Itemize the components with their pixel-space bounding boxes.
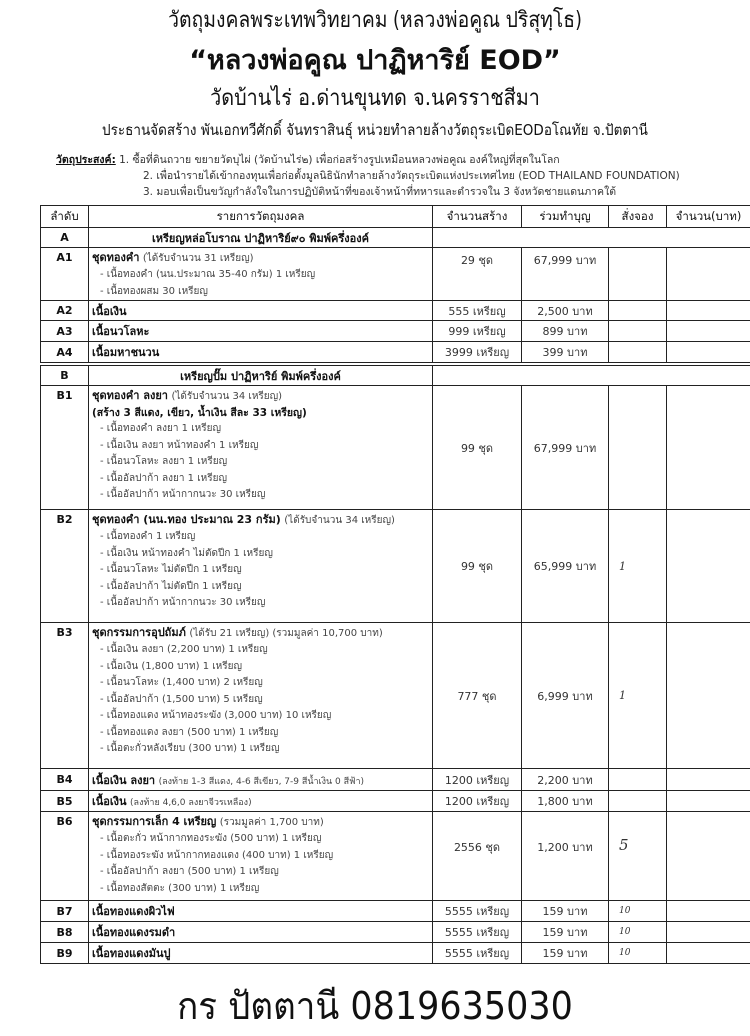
item-sub: - เนื้อทองแดง หน้าทองระฆัง (3,000 บาท) 10 เหรียญ [92, 708, 429, 725]
row-amount-cell[interactable] [667, 812, 750, 901]
col-header-reserve: สั่งจอง [609, 206, 667, 228]
item-title: ชุดทองคำ ลงยา [92, 389, 168, 402]
item-title: เนื้อนวโลหะ [92, 325, 149, 338]
objective-1 [56, 151, 560, 168]
item-sub: - เนื้ออัลปาก้า หน้ากากนวะ 30 เหรียญ [92, 487, 429, 504]
row-reserve-cell[interactable] [609, 922, 667, 943]
col-header-quantity: จำนวนสร้าง [433, 206, 522, 228]
objective-3: 3. มอบเพื่อเป็นขวัญกำลังใจในการปฏิบัติหน้าที่ของเจ้าหน้าที่ทหารและตำรวจใน 3 จังหวัดชายแดนภาคใต้ [143, 183, 616, 200]
row-reserve-cell[interactable] [609, 301, 667, 321]
table-header-row [41, 206, 750, 228]
row-reserve-cell[interactable] [609, 812, 667, 901]
row-code: B8 [41, 922, 89, 943]
row-quantity: 999 เหรียญ [433, 321, 522, 342]
item-sub: - เนื้อทองผสม 30 เหรียญ [92, 284, 429, 301]
handwritten-order-mark: 10 [619, 948, 630, 958]
row-description [89, 623, 433, 769]
row-code: B7 [41, 901, 89, 922]
row-code: B1 [41, 386, 89, 510]
row-reserve-cell[interactable] [609, 791, 667, 812]
item-sub: - เนื้อทองคำ (นน.ประมาณ 35-40 กรัม) 1 เหรียญ [92, 267, 429, 284]
chairman-line: ประธานจัดสร้าง พันเอกทวีศักดิ์ จันทราสินธุ์ หน่วยทำลายล้างวัตถุระเบิดEODอโณทัย จ.ปัตตานี [38, 118, 713, 142]
row-description [89, 510, 433, 623]
table-row-b9 [41, 943, 750, 964]
row-amount-cell[interactable] [667, 301, 750, 321]
item-sub: - เนื้อทองคำ ลงยา 1 เหรียญ [92, 421, 429, 438]
item-sub: - เนื้อทองระฆัง หน้ากากทองแดง (400 บาท) 1 เหรียญ [92, 848, 429, 865]
row-quantity: 5555 เหรียญ [433, 943, 522, 964]
table-row-b7 [41, 901, 750, 922]
row-price: 6,999 บาท [522, 623, 609, 769]
row-amount-cell[interactable] [667, 248, 750, 301]
row-quantity: 1200 เหรียญ [433, 769, 522, 791]
item-sub: - เนื้ออัลปาก้า (1,500 บาท) 5 เหรียญ [92, 692, 429, 709]
item-sub: - เนื้อตะกั่ว หน้ากากทองระฆัง (500 บาท) 1 เหรียญ [92, 831, 429, 848]
item-title: ชุดทองคำ [92, 251, 139, 264]
item-title: ชุดกรรมการอุปถัมภ์ [92, 626, 186, 639]
row-code: B4 [41, 769, 89, 791]
item-sub: - เนื้อเงิน (1,800 บาท) 1 เหรียญ [92, 659, 429, 676]
item-note: (ได้รับจำนวน 31 เหรียญ) [143, 253, 254, 264]
section-row-b [41, 366, 750, 386]
row-description [89, 812, 433, 901]
item-title: เนื้อเงิน [92, 305, 127, 318]
row-quantity: 1200 เหรียญ [433, 791, 522, 812]
row-quantity: 5555 เหรียญ [433, 922, 522, 943]
amulet-price-table [40, 205, 750, 964]
row-quantity: 3999 เหรียญ [433, 342, 522, 363]
item-sub: - เนื้อเงิน หน้าทองคำ ไม่ตัดปีก 1 เหรียญ [92, 546, 429, 563]
item-sub: - เนื้อนวโลหะ ไม่ตัดปีก 1 เหรียญ [92, 562, 429, 579]
row-reserve-cell[interactable] [609, 943, 667, 964]
row-code: B9 [41, 943, 89, 964]
row-reserve-cell[interactable] [609, 623, 667, 769]
table-row-b3 [41, 623, 750, 769]
row-code: B6 [41, 812, 89, 901]
row-description [89, 301, 433, 321]
table-row-b4 [41, 769, 750, 791]
page-title: “หลวงพ่อคูณ ปาฏิหาริย์ EOD” [0, 38, 750, 81]
row-description [89, 386, 433, 510]
table-row-a4 [41, 342, 750, 363]
item-sub: - เนื้ออัลปาก้า ลงยา 1 เหรียญ [92, 471, 429, 488]
item-sub: - เนื้อทองคำ 1 เหรียญ [92, 529, 429, 546]
item-sub: - เนื้อทองแดง ลงยา (500 บาท) 1 เหรียญ [92, 725, 429, 742]
item-title: เนื้อเงิน ลงยา [92, 774, 155, 787]
row-amount-cell[interactable] [667, 386, 750, 510]
col-header-amount: จำนวน(บาท) [667, 206, 750, 228]
section-code: A [41, 228, 89, 248]
section-blank [433, 366, 750, 386]
row-price: 67,999 บาท [522, 248, 609, 301]
row-price: 159 บาท [522, 901, 609, 922]
row-price: 2,500 บาท [522, 301, 609, 321]
item-note: (ลงท้าย 1-3 สีแดง, 4-6 สีเขียว, 7-9 สีน้ำเงิน 0 สีฟ้า) [159, 777, 364, 787]
subtitle-amulet-series: วัตถุมงคลพระเทพวิทยาคม (หลวงพ่อคูณ ปริสุทฺโธ) [45, 2, 705, 37]
item-sub: - เนื้อทองสัตตะ (300 บาท) 1 เหรียญ [92, 881, 429, 898]
row-description [89, 342, 433, 363]
handwritten-order-mark: 1 [619, 560, 626, 573]
item-sub: - เนื้อนวโลหะ ลงยา 1 เหรียญ [92, 454, 429, 471]
row-price: 1,200 บาท [522, 812, 609, 901]
row-description [89, 922, 433, 943]
row-code: A2 [41, 301, 89, 321]
row-code: B5 [41, 791, 89, 812]
row-quantity: 99 ชุด [433, 386, 522, 510]
row-description [89, 321, 433, 342]
item-note: (ได้รับจำนวน 34 เหรียญ) [171, 391, 282, 402]
col-header-order: ลำดับ [41, 206, 89, 228]
row-quantity: 2556 ชุด [433, 812, 522, 901]
item-sub: - เนื้ออัลปาก้า ไม่ตัดปีก 1 เหรียญ [92, 579, 429, 596]
row-quantity: 777 ชุด [433, 623, 522, 769]
row-price: 899 บาท [522, 321, 609, 342]
table-row-a2 [41, 301, 750, 321]
row-amount-cell[interactable] [667, 321, 750, 342]
row-description [89, 901, 433, 922]
row-amount-cell[interactable] [667, 769, 750, 791]
handwritten-order-mark: 10 [619, 906, 630, 916]
row-amount-cell[interactable] [667, 623, 750, 769]
item-sub: - เนื้ออัลปาก้า หน้ากากนวะ 30 เหรียญ [92, 595, 429, 612]
row-description [89, 791, 433, 812]
row-amount-cell[interactable] [667, 943, 750, 964]
row-code: A3 [41, 321, 89, 342]
row-price: 2,200 บาท [522, 769, 609, 791]
section-code: B [41, 366, 89, 386]
row-code: A4 [41, 342, 89, 363]
row-price: 65,999 บาท [522, 510, 609, 623]
handwritten-order-mark: 1 [619, 689, 626, 702]
col-header-item: รายการวัตถุมงคล [89, 206, 433, 228]
row-quantity: 99 ชุด [433, 510, 522, 623]
row-reserve-cell[interactable] [609, 510, 667, 623]
item-note: (รวมมูลค่า 1,700 บาท) [220, 817, 324, 828]
table-row-b5 [41, 791, 750, 812]
item-title: เนื้อทองแดงมันปู [92, 947, 170, 960]
row-price: 399 บาท [522, 342, 609, 363]
row-description [89, 248, 433, 301]
item-note: (ได้รับจำนวน 34 เหรียญ) [284, 515, 395, 526]
objectives-label: วัตถุประสงค์: [56, 154, 116, 166]
table-row-a1 [41, 248, 750, 301]
item-title: ชุดทองคำ (นน.ทอง ประมาณ 23 กรัม) [92, 513, 281, 526]
row-amount-cell[interactable] [667, 922, 750, 943]
section-title: เหรียญหล่อโบราณ ปาฏิหาริย์๙๐ พิมพ์ครึ่งองค์ [89, 228, 433, 248]
handwritten-order-mark: 10 [619, 927, 630, 937]
row-reserve-cell[interactable] [609, 342, 667, 363]
row-price: 159 บาท [522, 922, 609, 943]
section-blank [433, 228, 750, 248]
row-description [89, 943, 433, 964]
item-title: เนื้อเงิน [92, 795, 127, 808]
row-amount-cell[interactable] [667, 901, 750, 922]
row-price: 159 บาท [522, 943, 609, 964]
row-description [89, 769, 433, 791]
row-price: 1,800 บาท [522, 791, 609, 812]
contact-phone: กร ปัตตานี 0819635030 [30, 975, 720, 1036]
objective-2: 2. เพื่อนำรายได้เข้ากองทุนเพื่อก่อตั้งมูลนิธินักทำลายล้างวัตถุระเบิดแห่งประเทศไทย (EOD THAILAND FOUNDATION) [143, 167, 680, 184]
row-quantity: 555 เหรียญ [433, 301, 522, 321]
row-price: 67,999 บาท [522, 386, 609, 510]
item-title: เนื้อทองแดงรมดำ [92, 926, 175, 939]
row-code: A1 [41, 248, 89, 301]
row-reserve-cell[interactable] [609, 248, 667, 301]
objective-text: 1. ซื้อที่ดินถวาย ขยายวัดบุไผ่ (วัดบ้านไร่๒) เพื่อก่อสร้างรูปเหมือนหลวงพ่อคูณ องค์ใหญ่ที่สุดในโลก [119, 154, 560, 166]
row-quantity: 5555 เหรียญ [433, 901, 522, 922]
table-row-b6 [41, 812, 750, 901]
table-row-b1 [41, 386, 750, 510]
item-title-line2: (สร้าง 3 สีแดง, เขียว, น้ำเงิน สีละ 33 เหรียญ) [92, 405, 429, 421]
section-row-a [41, 228, 750, 248]
row-amount-cell[interactable] [667, 791, 750, 812]
row-code: B2 [41, 510, 89, 623]
item-note: (ได้รับ 21 เหรียญ) (รวมมูลค่า 10,700 บาท) [189, 628, 382, 639]
item-sub: - เนื้อตะกั่วหลังเรียบ (300 บาท) 1 เหรียญ [92, 741, 429, 758]
row-code: B3 [41, 623, 89, 769]
temple-location: วัดบ้านไร่ อ.ด่านขุนทด จ.นครราชสีมา [38, 80, 713, 115]
item-sub: - เนื้ออัลปาก้า ลงยา (500 บาท) 1 เหรียญ [92, 864, 429, 881]
item-sub: - เนื้อเงิน ลงยา (2,200 บาท) 1 เหรียญ [92, 642, 429, 659]
row-amount-cell[interactable] [667, 510, 750, 623]
table-row-b2 [41, 510, 750, 623]
item-note: (ลงท้าย 4,6,0 ลงยาจีวรเหลือง) [130, 798, 252, 808]
row-reserve-cell[interactable] [609, 386, 667, 510]
table-row-a3 [41, 321, 750, 342]
section-title: เหรียญปั๊ม ปาฏิหาริย์ พิมพ์ครึ่งองค์ [89, 366, 433, 386]
col-header-donation: ร่วมทำบุญ [522, 206, 609, 228]
item-title: เนื้อทองแดงผิวไฟ [92, 905, 175, 918]
item-sub: - เนื้อเงิน ลงยา หน้าทองคำ 1 เหรียญ [92, 438, 429, 455]
row-amount-cell[interactable] [667, 342, 750, 363]
item-title: เนื้อมหาชนวน [92, 346, 159, 359]
row-reserve-cell[interactable] [609, 901, 667, 922]
handwritten-order-mark: 5 [619, 836, 629, 854]
table-row-b8 [41, 922, 750, 943]
row-quantity: 29 ชุด [433, 248, 522, 301]
item-title: ชุดกรรมการเล็ก 4 เหรียญ [92, 815, 216, 828]
row-reserve-cell[interactable] [609, 321, 667, 342]
item-sub: - เนื้อนวโลหะ (1,400 บาท) 2 เหรียญ [92, 675, 429, 692]
row-reserve-cell[interactable] [609, 769, 667, 791]
